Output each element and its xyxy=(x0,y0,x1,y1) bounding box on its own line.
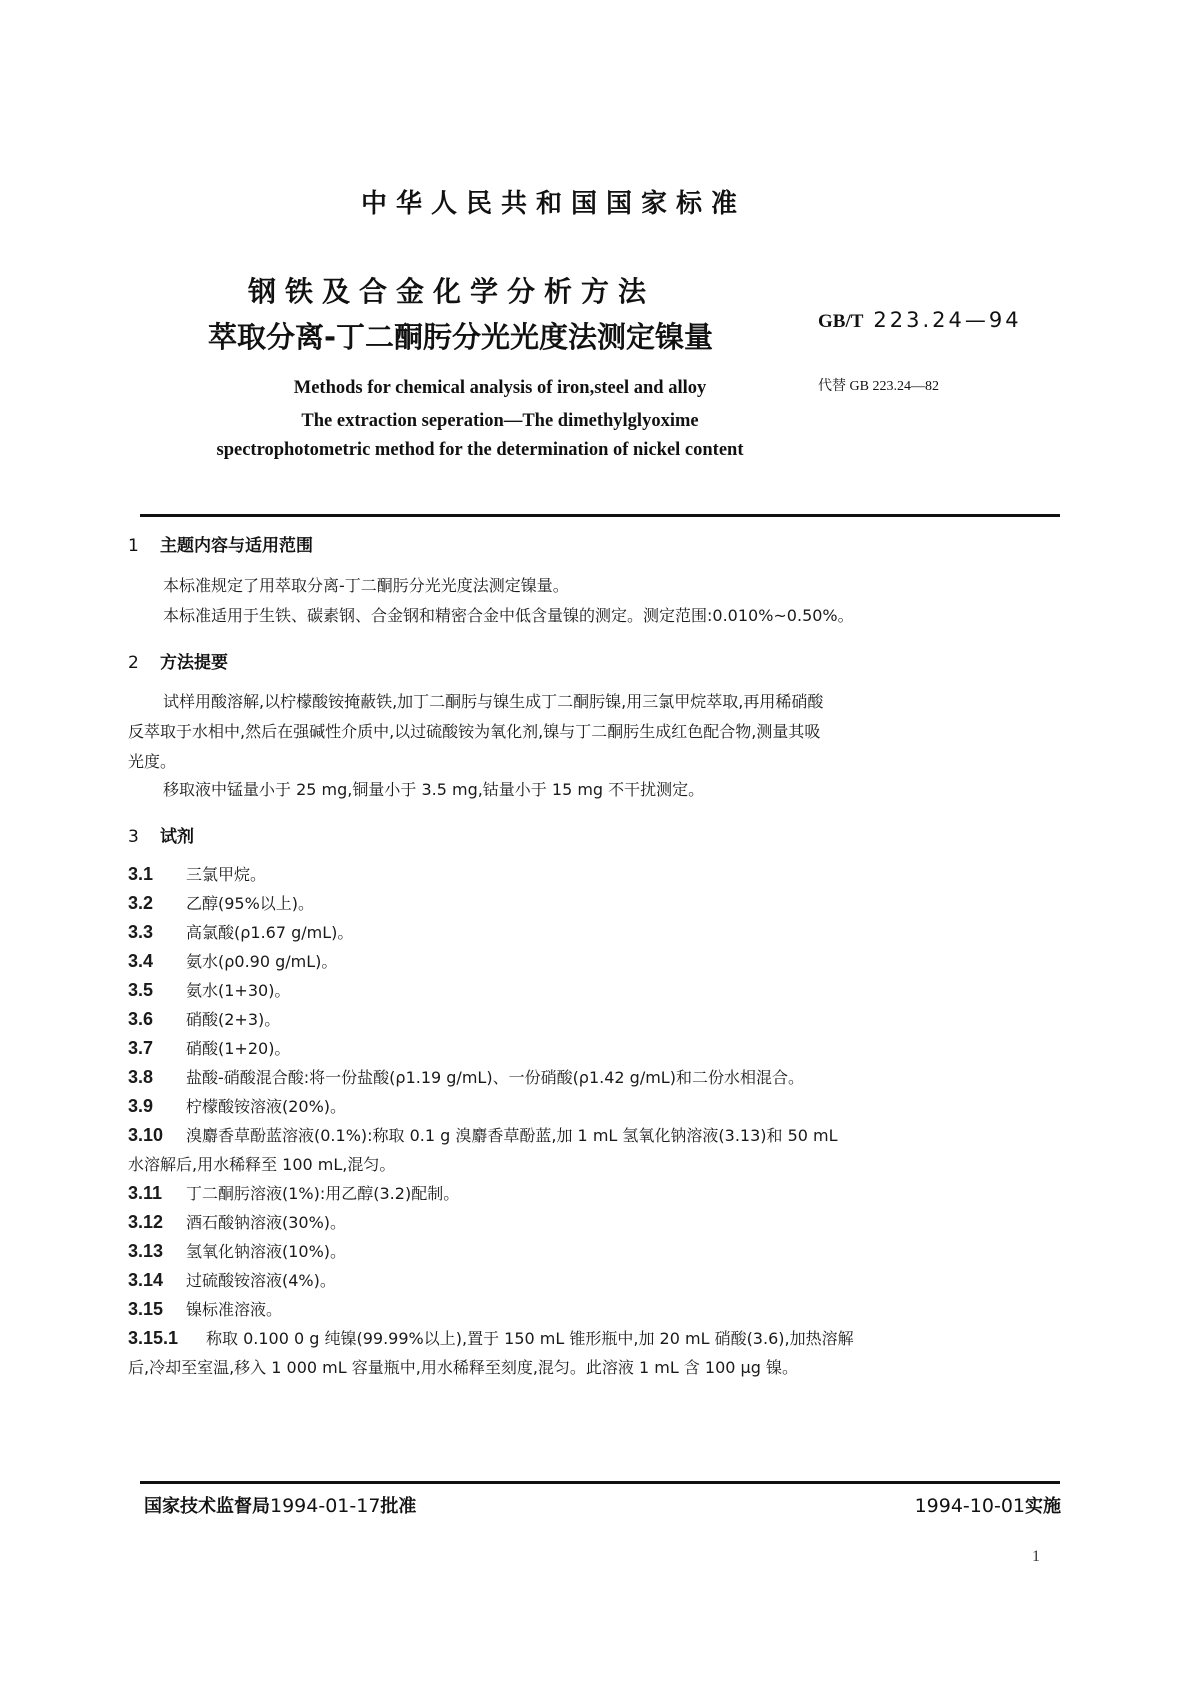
item-text: 丁二酮肟溶液(1%):用乙醇(3.2)配制。 xyxy=(186,1184,460,1203)
section-2-heading xyxy=(128,648,228,673)
approval-org: 国家技术监督局 xyxy=(144,1496,270,1517)
item-number: 3.12 xyxy=(128,1212,164,1232)
item-text: 氨水(1+30)。 xyxy=(186,981,291,1000)
item-number: 3.15.1 xyxy=(128,1328,179,1348)
item-text: 三氯甲烷。 xyxy=(186,865,267,884)
paragraph: 试样用酸溶解,以柠檬酸铵掩蔽铁,加丁二酮肟与镍生成丁二酮肟镍,用三氯甲烷萃取,再用稀硝酸 xyxy=(163,692,824,711)
item-text: 氨水(ρ0.90 g/mL)。 xyxy=(186,952,338,971)
item-text: 溴麝香草酚蓝溶液(0.1%):称取 0.1 g 溴麝香草酚蓝,加 1 mL 氢氧化钠溶液(3.13)和 50 mL xyxy=(186,1126,838,1145)
item-text: 盐酸-硝酸混合酸:将一份盐酸(ρ1.19 g/mL)、一份硝酸(ρ1.42 g/mL)和二份水相混合。 xyxy=(186,1068,804,1087)
reagent-item xyxy=(128,1210,346,1233)
item-number: 3.7 xyxy=(128,1038,154,1058)
reagent-item xyxy=(128,1326,854,1349)
effective-line xyxy=(915,1492,1061,1518)
paragraph: 本标准适用于生铁、碳素钢、合金钢和精密合金中低含量镍的测定。测定范围:0.010%~0.50%。 xyxy=(163,606,854,625)
reagent-item xyxy=(128,1239,346,1262)
reagent-item xyxy=(128,949,337,972)
reagent-item xyxy=(128,1094,346,1117)
reagent-item xyxy=(128,1268,336,1291)
item-text: 乙醇(95%以上)。 xyxy=(186,894,315,913)
item-text: 氢氧化钠溶液(10%)。 xyxy=(186,1242,347,1261)
item-text: 过硫酸铵溶液(4%)。 xyxy=(186,1271,336,1290)
paragraph: 移取液中锰量小于 25 mg,铜量小于 3.5 mg,钴量小于 15 mg 不干扰测定。 xyxy=(163,780,705,799)
item-text: 称取 0.100 0 g 纯镍(99.99%以上),置于 150 mL 锥形瓶中,加 20 mL 硝酸(3.6),加热溶解 xyxy=(206,1329,854,1348)
item-continuation: 后,冷却至室温,移入 1 000 mL 容量瓶中,用水稀释至刻度,混匀。此溶液 1 mL 含 100 μg 镍。 xyxy=(128,1358,798,1377)
replaces-standard: 代替 GB 223.24—82 xyxy=(818,379,939,394)
national-standard-label: 中华人民共和国国家标准 xyxy=(360,189,746,219)
reagent-item xyxy=(128,1007,280,1030)
reagent-item xyxy=(128,1065,804,1088)
header-divider xyxy=(140,514,1060,517)
item-number: 3.5 xyxy=(128,980,154,1000)
paragraph-continuation: 反萃取于水相中,然后在强碱性介质中,以过硫酸铵为氧化剂,镍与丁二酮肟生成红色配合物,测量其吸 xyxy=(128,722,821,741)
item-number: 3.14 xyxy=(128,1270,164,1290)
title-en-line3: spectrophotometric method for the determination of nickel content xyxy=(216,440,744,460)
section-3-heading xyxy=(128,822,194,847)
page-number: 1 xyxy=(1032,1548,1040,1565)
title-en-line2: The extraction seperation—The dimethylglyoxime xyxy=(301,411,699,431)
item-continuation: 水溶解后,用水稀释至 100 mL,混匀。 xyxy=(128,1155,396,1174)
item-number: 3.4 xyxy=(128,951,154,971)
reagent-item xyxy=(128,1036,290,1059)
item-number: 3.8 xyxy=(128,1067,154,1087)
approval-suffix: 批准 xyxy=(380,1496,417,1517)
item-number: 3.3 xyxy=(128,922,154,942)
section-number: 3 xyxy=(128,827,139,847)
reagent-item xyxy=(128,862,266,885)
item-text: 酒石酸钠溶液(30%)。 xyxy=(186,1213,347,1232)
approval-line xyxy=(144,1492,416,1518)
item-number: 3.13 xyxy=(128,1241,164,1261)
item-text: 镍标准溶液。 xyxy=(186,1300,283,1319)
approval-date: 1994-01-17 xyxy=(270,1495,381,1517)
standard-prefix: GB/T xyxy=(818,311,864,332)
title-en-line1: Methods for chemical analysis of iron,steel and alloy xyxy=(293,378,707,398)
section-number: 2 xyxy=(128,653,139,673)
effective-suffix: 实施 xyxy=(1025,1496,1061,1517)
title-cn-line2: 萃取分离-丁二酮肟分光光度法测定镍量 xyxy=(208,320,714,354)
title-cn-line1: 钢铁及合金化学分析方法 xyxy=(248,275,656,308)
item-number: 3.10 xyxy=(128,1125,164,1145)
reagent-item xyxy=(128,1297,282,1320)
section-title: 试剂 xyxy=(160,827,194,847)
paragraph: 本标准规定了用萃取分离-丁二酮肟分光光度法测定镍量。 xyxy=(163,576,569,595)
footer-divider xyxy=(140,1481,1060,1484)
standard-number xyxy=(818,308,1022,333)
effective-date: 1994-10-01 xyxy=(914,1495,1025,1517)
paragraph-continuation: 光度。 xyxy=(128,752,177,771)
section-1-heading xyxy=(128,531,313,556)
reagent-item xyxy=(128,920,353,943)
item-text: 硝酸(1+20)。 xyxy=(186,1039,291,1058)
standard-code: 223.24—94 xyxy=(873,308,1022,332)
reagent-item xyxy=(128,978,290,1001)
item-number: 3.2 xyxy=(128,893,154,913)
item-number: 3.6 xyxy=(128,1009,154,1029)
reagent-item xyxy=(128,891,314,914)
section-title: 主题内容与适用范围 xyxy=(160,536,313,556)
item-text: 高氯酸(ρ1.67 g/mL)。 xyxy=(186,923,354,942)
item-number: 3.15 xyxy=(128,1299,164,1319)
section-number: 1 xyxy=(128,536,139,556)
item-number: 3.11 xyxy=(128,1183,163,1203)
reagent-item xyxy=(128,1123,838,1146)
section-title: 方法提要 xyxy=(160,653,228,673)
item-text: 柠檬酸铵溶液(20%)。 xyxy=(186,1097,347,1116)
item-text: 硝酸(2+3)。 xyxy=(186,1010,281,1029)
item-number: 3.1 xyxy=(128,864,154,884)
item-number: 3.9 xyxy=(128,1096,154,1116)
reagent-item xyxy=(128,1181,459,1204)
